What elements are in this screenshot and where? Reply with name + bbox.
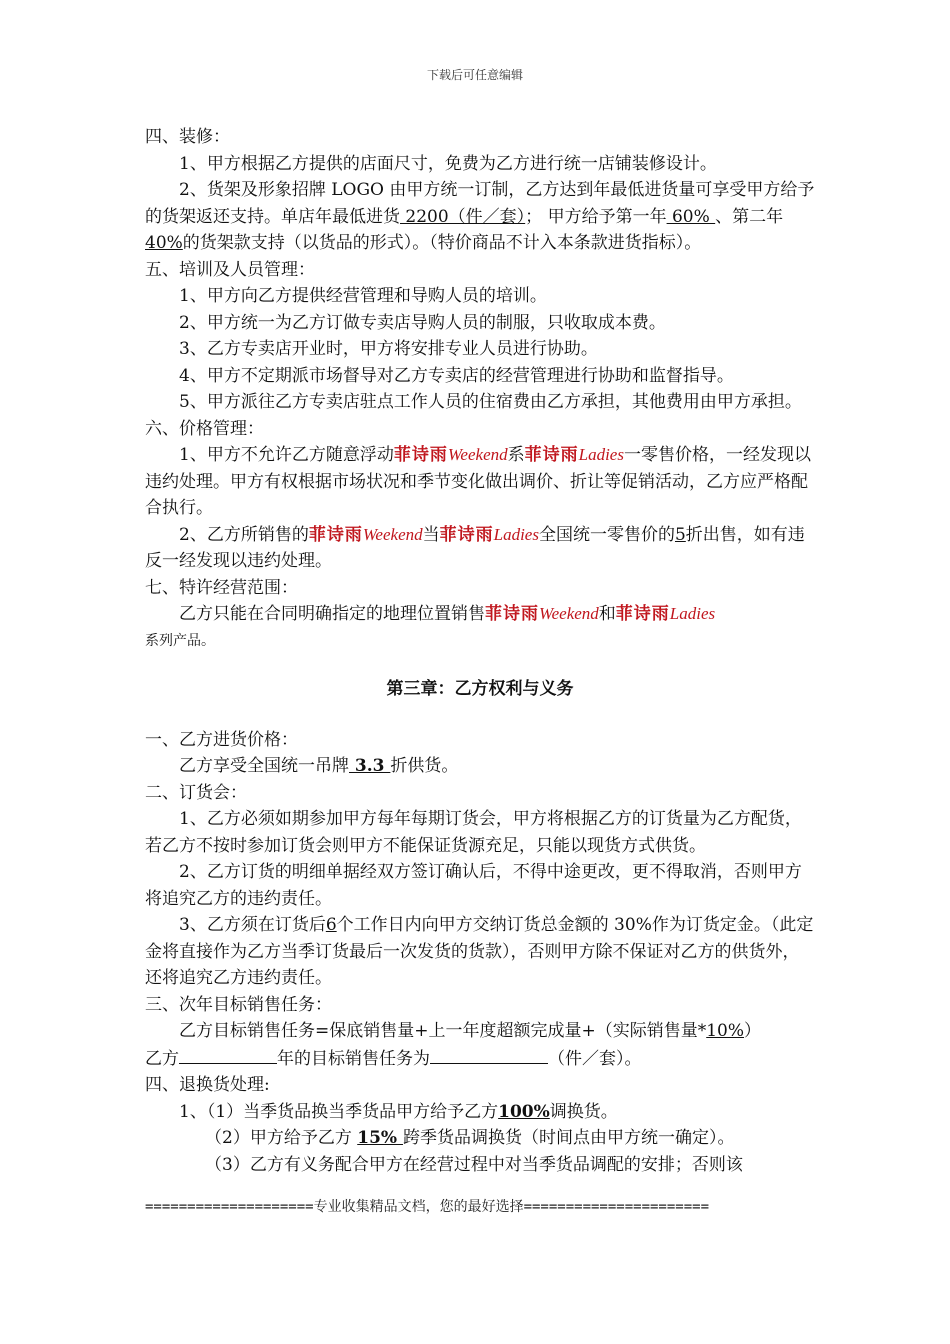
page-header: 下载后可任意编辑 — [426, 68, 523, 82]
section-title: 二、订货会： — [145, 782, 247, 803]
section-title: 三、次年目标销售任务： — [145, 994, 332, 1015]
underlined-value: 40% — [145, 233, 183, 253]
blank-target-field[interactable] — [430, 1045, 548, 1064]
paragraph: 2、甲方统一为乙方订做专卖店导购人员的制服，只收取成本费。 — [179, 312, 666, 333]
underlined-value: 2200（件／套） — [400, 206, 526, 227]
paragraph: 乙方享受全国统一吊牌 3.3 折供货。 — [179, 756, 459, 776]
paragraph: 乙方目标销售任务=保底销售量+上一年度超额完成量+（实际销售量*10%） — [179, 1021, 762, 1041]
paragraph: 2、乙方所销售的菲诗雨Weekend当菲诗雨Ladies全国统一零售价的5折出售，如有违反一经发现以违约处理。 — [145, 524, 805, 571]
paragraph: 乙方只能在合同明确指定的地理位置销售菲诗雨Weekend和菲诗雨Ladies — [179, 604, 716, 624]
paragraph: 2、乙方订货的明细单据经双方签订确认后，不得中途更改，更不得取消，否则甲方将追究乙方的违约责任。 — [145, 862, 802, 909]
underlined-value: 100% — [498, 1101, 550, 1122]
brand-logo-ladies: 菲诗雨Ladies — [615, 604, 716, 624]
underlined-value: 6 — [325, 915, 337, 935]
brand-logo-ladies: 菲诗雨Ladies — [439, 524, 539, 545]
paragraph: 3、乙方专卖店开业时，甲方将安排专业人员进行协助。 — [179, 339, 598, 359]
section-title: 四、装修： — [145, 127, 230, 147]
paragraph: （2）甲方给予乙方 15% 跨季货品调换货（时间点由甲方统一确定）。 — [205, 1128, 735, 1148]
paragraph: 4、甲方不定期派市场督导对乙方专卖店的经营管理进行协助和监督指导。 — [179, 365, 734, 386]
paragraph: 3、乙方须在订货后6个工作日内向甲方交纳订货总金额的 30%作为订货定金。（此定金将直接作为乙方当季订货最后一次发货的货款），否则甲方除不保证对乙方的供货外，还将追究乙方违约责任。 — [145, 915, 814, 988]
page-footer: ====================专业收集精品文档，您的最好选择====================== — [145, 1199, 710, 1215]
paragraph: 1、甲方向乙方提供经营管理和导购人员的培训。 — [179, 286, 547, 306]
brand-logo-weekend: 菲诗雨Weekend — [393, 445, 508, 465]
document-body — [145, 124, 815, 1178]
brand-logo-weekend: 菲诗雨Weekend — [485, 604, 599, 624]
section-title: 四、退换货处理: — [145, 1075, 270, 1095]
paragraph: 2、货架及形象招牌 LOGO 由甲方统一订制，乙方达到年最低进货量可享受甲方给予的货架返还支持。单店年最低进货 2200（件／套）； 甲方给予第一年 60% 、第二年 40%的货架款支持（以货品的形式）。（特价商品不计入本条款进货指标）。 — [145, 180, 815, 253]
paragraph: 乙方 年的目标销售任务为 （件／套）。 — [145, 1045, 815, 1073]
paragraph: 1、甲方根据乙方提供的店面尺寸，免费为乙方进行统一店铺装修设计。 — [179, 153, 717, 174]
blank-year-field[interactable] — [179, 1045, 277, 1064]
section-title: 六、价格管理： — [145, 418, 264, 439]
underlined-value: 15% — [357, 1128, 403, 1148]
brand-logo-ladies: 菲诗雨Ladies — [524, 445, 624, 465]
paragraph: 5、甲方派往乙方专卖店驻点工作人员的住宿费由乙方承担，其他费用由甲方承担。 — [179, 392, 802, 412]
paragraph: 1、乙方必须如期参加甲方每年每期订货会，甲方将根据乙方的订货量为乙方配货，若乙方不按时参加订货会则甲方不能保证货源充足，只能以现货方式供货。 — [145, 809, 802, 856]
paragraph: 1、甲方不允许乙方随意浮动菲诗雨Weekend系菲诗雨Ladies一零售价格，一经发现以违约处理。甲方有权根据市场状况和季节变化做出调价、折让等促销活动，乙方应严格配合执行。 — [145, 445, 811, 518]
paragraph: 1、（1）当季货品换当季货品甲方给予乙方100%调换货。 — [179, 1101, 618, 1122]
paragraph: （3）乙方有义务配合甲方在经营过程中对当季货品调配的安排；否则该 — [205, 1154, 743, 1175]
brand-logo-weekend: 菲诗雨Weekend — [308, 524, 423, 545]
underlined-value: 10% — [706, 1021, 745, 1041]
underlined-value: 5 — [674, 524, 686, 545]
paragraph: 系列产品。 — [145, 632, 215, 649]
section-title: 一、乙方进货价格： — [145, 729, 298, 750]
underlined-value: 60% — [666, 206, 716, 227]
section-title: 七、特许经营范围： — [145, 577, 298, 598]
section-title: 五、培训及人员管理： — [145, 259, 315, 280]
underlined-value: 3.3 — [349, 756, 391, 776]
chapter-title: 第三章：乙方权利与义务 — [386, 679, 574, 699]
